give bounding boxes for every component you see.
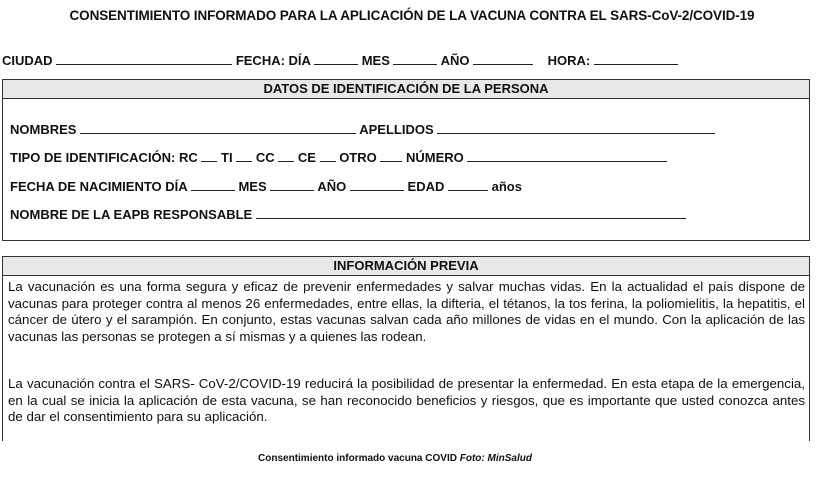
identification-header: DATOS DE IDENTIFICACIÓN DE LA PERSONA xyxy=(3,80,809,99)
birth-mes-label: MES xyxy=(238,179,267,194)
eapb-row xyxy=(10,206,686,222)
hora-field[interactable] xyxy=(594,52,678,65)
edad-label: EDAD xyxy=(407,179,445,194)
tipo-id-label: TIPO DE IDENTIFICACIÓN: RC xyxy=(10,150,198,165)
document-title: CONSENTIMIENTO INFORMADO PARA LA APLICACIÓN DE LA VACUNA CONTRA EL SARS-CoV-2/COVID-19 xyxy=(69,8,755,23)
ce-label: CE xyxy=(297,150,316,165)
caption-text: Consentimiento informado vacuna COVID xyxy=(258,453,457,464)
birth-year-field[interactable] xyxy=(350,178,404,191)
fecha-nacimiento-label: FECHA DE NACIMIENTO DÍA xyxy=(10,179,188,194)
birth-anio-label: AÑO xyxy=(317,179,347,194)
mes-field[interactable] xyxy=(393,52,437,65)
identification-section xyxy=(2,79,810,241)
nombres-label: NOMBRES xyxy=(10,122,77,137)
ti-label: TI xyxy=(221,150,233,165)
anio-field[interactable] xyxy=(473,52,533,65)
image-caption xyxy=(0,453,790,464)
mes-label: MES xyxy=(361,53,390,68)
names-row xyxy=(10,121,715,137)
ciudad-label: CIUDAD xyxy=(2,53,53,68)
cc-label: CC xyxy=(255,150,275,165)
cc-field[interactable] xyxy=(278,149,294,162)
birth-month-field[interactable] xyxy=(270,178,314,191)
fecha-dia-label: FECHA: DÍA xyxy=(235,53,311,68)
apellidos-field[interactable] xyxy=(437,121,715,134)
eapb-field[interactable] xyxy=(256,206,686,219)
ciudad-field[interactable] xyxy=(56,52,232,65)
ce-field[interactable] xyxy=(320,149,336,162)
information-header: INFORMACIÓN PREVIA xyxy=(3,257,809,276)
rc-field[interactable] xyxy=(201,149,217,162)
eapb-label: NOMBRE DE LA EAPB RESPONSABLE xyxy=(10,207,253,222)
apellidos-label: APELLIDOS xyxy=(359,122,434,137)
ti-field[interactable] xyxy=(236,149,252,162)
id-type-row xyxy=(10,149,667,165)
edad-field[interactable] xyxy=(448,178,488,191)
otro-label: OTRO xyxy=(339,150,377,165)
birth-date-row xyxy=(10,178,522,194)
anios-label: años xyxy=(491,179,522,194)
otro-field[interactable] xyxy=(380,149,402,162)
hora-label: HORA: xyxy=(547,53,591,68)
numero-field[interactable] xyxy=(467,149,667,162)
location-date-row xyxy=(2,52,818,70)
nombres-field[interactable] xyxy=(80,121,356,134)
information-section xyxy=(2,256,810,441)
anio-label: AÑO xyxy=(440,53,470,68)
birth-day-field[interactable] xyxy=(191,178,235,191)
caption-credit: Foto: MinSalud xyxy=(459,453,532,464)
information-paragraph-2: La vacunación contra el SARS- CoV-2/COVID-19 reducirá la posibilidad de presentar la enfermedad. En esta etapa de la emergencia, en la cual se inicia la aplicación de esta vacuna, se han reconocido beneficios y riesgos, que es importante que usted conozca antes de dar el consentimiento para su aplicación. xyxy=(8,376,805,424)
numero-label: NÚMERO xyxy=(406,150,464,165)
information-paragraph-1: La vacunación es una forma segura y eficaz de prevenir enfermedades y salvar muchas vidas. En la actualidad el país dispone de vacunas para proteger contra al menos 26 enfermedades, entre ellas, la difteria, el tétanos, la tos ferina, la poliomielitis, la hepatitis, el cáncer de útero y el sarampión. En conjunto, estas vacunas salvan cada año millones de vidas en el mundo. Con la aplicación de las vacunas las personas se protegen a sí mismas y a quienes las rodean. xyxy=(8,279,805,344)
dia-field[interactable] xyxy=(314,52,358,65)
